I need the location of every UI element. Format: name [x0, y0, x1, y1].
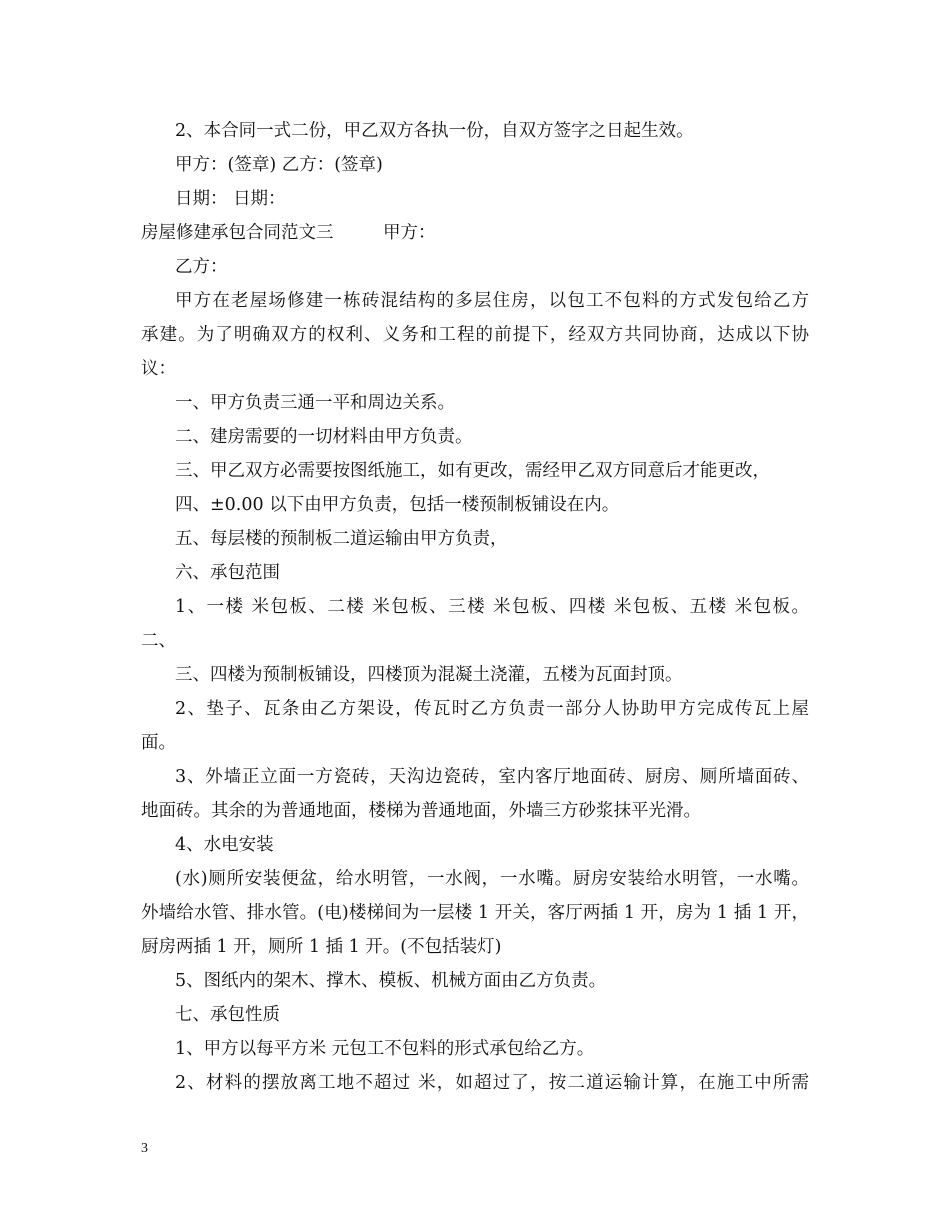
nature-item-2: 2、材料的摆放离工地不超过 米，如超过了，按二道运输计算，在施工中所需 [175, 1073, 809, 1093]
clause-2: 二、建房需要的一切材料由甲方负责。 [175, 427, 473, 447]
scope-item-2: 2、垫子、瓦条由乙方架设，传瓦时乙方负责一部分人协助甲方完成传瓦上屋 [175, 699, 809, 719]
page-number: 3 [141, 1141, 148, 1156]
scope-item-continued: 二、 [141, 631, 176, 651]
clause-7-heading: 七、承包性质 [175, 1005, 280, 1025]
plumbing-line: (水)厕所安装便盆，给水明管，一水阀，一水嘴。厨房安装给水明管，一水嘴。 [175, 869, 809, 889]
clause-6-heading: 六、承包范围 [175, 563, 280, 583]
section-title: 房屋修建承包合同范文三 [141, 223, 334, 243]
section-heading-row [141, 222, 809, 244]
scope-item-floors: 三、四楼为预制板铺设，四楼顶为混凝土浇灌，五楼为瓦面封顶。 [175, 665, 683, 685]
scope-item-5: 5、图纸内的架木、撑木、模板、机械方面由乙方负责。 [175, 971, 607, 991]
paragraph-line: 议： [141, 359, 176, 379]
date-line: 日期： 日期： [175, 189, 286, 209]
scope-item-2-continued: 面。 [141, 733, 176, 753]
electrical-line-continued: 厨房两插 1 开，厕所 1 插 1 开。(不包括装灯) [141, 937, 502, 957]
scope-item-3-continued: 地面砖。其余的为普通地面，楼梯为普通地面，外墙三方砂浆抹平光滑。 [141, 801, 701, 821]
clause-4: 四、±0.00 以下由甲方负责，包括一楼预制板铺设在内。 [175, 495, 620, 515]
clause-3: 三、甲乙双方必需要按图纸施工，如有更改，需经甲乙双方同意后才能更改， [175, 461, 770, 481]
party-b-label: 乙方： [175, 257, 228, 277]
paragraph-line-1: 2、本合同一式二份，甲乙双方各执一份，自双方签字之日起生效。 [175, 121, 694, 141]
clause-1: 一、甲方负责三通一平和周边关系。 [175, 393, 455, 413]
party-a-label: 甲方： [383, 223, 436, 243]
scope-item-3: 3、外墙正立面一方瓷砖，天沟边瓷砖，室内客厅地面砖、厨房、厕所墙面砖、 [175, 767, 809, 787]
electrical-line: 外墙给水管、排水管。(电)楼梯间为一层楼 1 开关，客厅两插 1 开，房为 1 插 1 开， [141, 903, 809, 923]
scope-item-1: 1、一楼 米包板、二楼 米包板、三楼 米包板、四楼 米包板、五楼 米包板。 [175, 597, 809, 617]
paragraph-line: 承建。为了明确双方的权利、义务和工程的前提下，经双方共同协商，达成以下协 [141, 325, 809, 345]
paragraph-line: 甲方在老屋场修建一栋砖混结构的多层住房，以包工不包料的方式发包给乙方 [175, 291, 809, 311]
signature-line: 甲方：(签章) 乙方：(签章) [175, 155, 383, 175]
scope-item-4: 4、水电安装 [175, 835, 274, 855]
clause-5: 五、每层楼的预制板二道运输由甲方负责， [175, 529, 508, 549]
nature-item-1: 1、甲方以每平方米 元包工不包料的形式承包给乙方。 [175, 1039, 595, 1059]
